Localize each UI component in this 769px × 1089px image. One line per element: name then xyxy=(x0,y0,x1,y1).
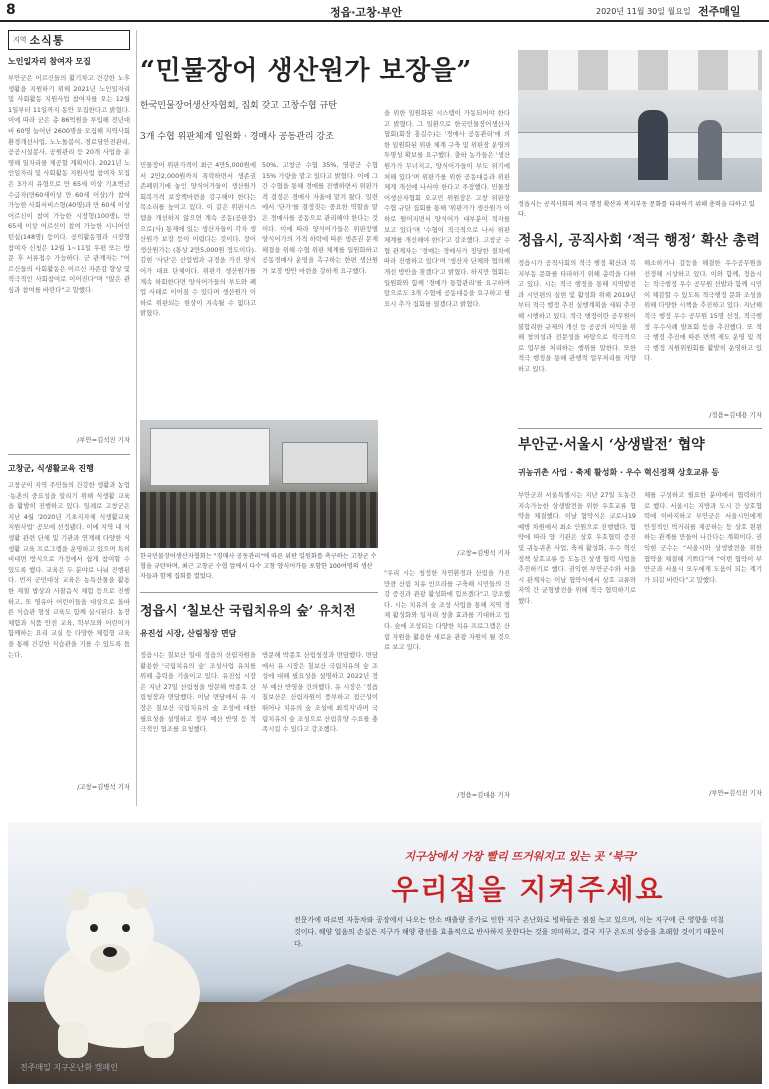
photo-banner xyxy=(282,442,368,484)
ad-copy: 전문가에 따르면 자동차와 공장에서 나오는 탄소 배출량 증가로 인한 지구 온난화로 빙하들은 점점 녹고 있으며, 이는 지구에 큰 영향을 미칠 것이다. 해양 얼음의 손실은 지구가 해양 광선을 효율적으로 반사하지 못한다는 것을 의미하고, 결국 지구 온도의 상승을 초래할 것이기 때문이다. xyxy=(294,916,724,948)
right-top-col2-wrap xyxy=(644,258,762,426)
right-top-col1: 정읍시가 공직사회의 적극 행정 확산과 복지부동 문화를 타파하기 위해 총력을 다하고 있다. 시는 적극 행정을 통해 지역발전과 시민편의 실현 및 활성화 위해 2019년부터 적극 행정 추진 실행계획을 세워 추진해 시행하고 있다. 적극 행정이란 공무원이 불합리한 규제의 개선 등 공공의 이익을 위해 창의성과 전문성을 바탕으로 적극적으로 업무를 처리하는 행위를 말한다. 또한 적극 행정을 통해 관행적 업무처리를 지양하고 있다. xyxy=(518,259,636,373)
photo-person xyxy=(638,110,668,180)
sidebar-item2-title: 고창군, 식생활교육 진행 xyxy=(8,464,94,473)
right-bottom-headline: 부안군·서울시 ‘상생발전’ 협약 xyxy=(518,437,705,453)
right-bottom-col2: 체를 구성하고 필요한 분야에서 협력하기로 했다. 서울시는 지방과 도시 간 상호협력에 이바지하고 부안군은 서울시민에게 안정적인 먹거리를 제공하는 등 상호 윈윈하는 관계를 만들어 나간다는 계획이다. 권익현 군수는 “서울시와 상생발전을 위한 협약을 체결해 기쁘다”며 “이번 협약이 부안군과 서울시 모두에게 도움이 되는 계기가 되길 바란다”고 말했다. xyxy=(644,491,762,584)
sidebar-header xyxy=(8,30,130,50)
photo-person xyxy=(698,120,722,180)
paper-name: 전주매일 xyxy=(698,5,741,18)
ad-kicker: 지구상에서 가장 빨리 뜨거워지고 있는 곳 ‘북극’ xyxy=(404,850,638,863)
photo-banner xyxy=(150,428,270,486)
main-article-col3: 을 위한 일원화된 시스템이 가동되어야 한다고 밝혔다. 그 일환으로 한국민물장어생산자협회(회장 홍길수)는 '경매사 공동관리'에 의한 일원화된 위판 체계 구축 및 위판장 운영의 투명성 확보를 요구했다. 출하 농가들은 '생산원가가 무너지고, 양식어가들이 부도 위기에 처해 있다'며 위판가를 위한 공동대응과 위판체계 개선에 나서야 한다고 주장했다. 민물장어생산자협회 오교민 위원장은 고창 위판장 수협 규탄 집회를 통해 '위판가가 생산원가 이하로 떨어지면서 양식어가 대부분이 적자를 보고 있다'며 '수협이 적극적으로 나서 위판 체계를 개선해야 한다'고 강조했다. 고창군 수협 관계자는 '경매는 경매사가 정당한 절차에 따라 진행하고 있다'며 '생산자 단체와 협의해 개선 방안을 찾겠다'고 밝혔다. 하지만 협회는 일원화와 함께 '경매가 통합관리'를 요구하며 앞으로도 3개 수협에 공동대응을 요구하고 필요시 추가 집회를 열겠다고 밝혔다. xyxy=(384,109,510,308)
ad-credit: 전주매일 지구온난화 캠페인 xyxy=(20,1063,118,1072)
right-top-headline: 정읍시, 공직사회 ‘적극 행정’ 확산 총력 xyxy=(518,233,760,249)
right-bottom-col1: 부안군과 서울특별시는 지난 27일 도농간 지속가능한 상생발전을 위한 우호교류 협약을 체결했다. 이날 협약식은 코로나19 예방 차원에서 최소 인원으로 진행했다. 협약에 따라 양 기관은 상호 우호협력 증진 및 귀농귀촌 사업, 축제 활성화, 우수 혁신정책 상호교류 등 도농간 상생 협력 사업을 추진하기로 했다. 권익현 부안군수와 서울시 관계자는 이날 협약식에서 상호 교류와 지역 간 균형발전을 위해 적극 협력하기로 했다. xyxy=(518,491,636,605)
protest-photo-caption: 한국민물장어생산자협회는 "경매사 공동관리"에 따른 위판 일원화를 촉구하는 고창군 수협을 규탄하며, 최근 고창군 수협 앞에서 다수 고창 양식어가들 포함한 100여명의 생산자들과 함께 집회를 열었다. xyxy=(140,553,377,580)
section-title: 정읍·고창·부안 xyxy=(330,6,403,19)
photo-wall xyxy=(518,50,762,90)
main-subheadline-2: 3개 수협 위판체계 일원화 · 경매사 공동관리 강조 xyxy=(140,132,334,142)
mid-bottom-col2: 방문해 박종호 산림청장과 면담했다. 면담에서 유 시장은 칠보산 국립치유의 숲 조성에 대해 필요성을 설명하고 2022년 정부 예산 반영을 건의했다. 유 시장은 '정읍 칠보산은 산림자원이 풍부하고 접근성이 뛰어나 치유의 숲 조성에 최적지'라며 국립치유의 숲 조성으로 산림휴양 수요를 충족시킬 수 있다고 강조했다. xyxy=(262,651,378,734)
ad-headline: 우리집을 지켜주세요 xyxy=(391,873,665,906)
sidebar-item1-body: 부안군은 어르신들의 활기차고 건강한 노후생활을 지원하기 위해 2021년 노인일자리 및 사회활동 지원사업 참여자를 오는 12월 1일부터 11일까지 동안 모집한다고 밝혔다. 이에 따라 군은 총 86억원을 투입해 전년대비 60명 늘어난 2600명을 모집해 지역사회환경개선사업, 노노돌봄이, 경로당안전관리, 공공시설봉사, 공원관리 등 20개 사업을 운영해 일자리를 제공할 계획이다. 2021년 노인일자리 및 사회활동 지원사업 참여자 모집은 3가지 유형으로 만 65세 이상 기초연금수급자(만60세이상 만 60세 이상)가 참여 가능한 사회서비스형(40명)과 만 60세 이상 어르신이 참여 가능한 시장형(100명), 만 65세 이상 어르신이 참여 가능한 시니어인턴십(148명) 등이다. 공익활동형과 시장형 참여자 신청은 12월 1~11일 우편 또는 방문 후 서류접수 가능하다. 군 관계자는 "어르신들의 사회활동은 어르신 자존감 향상 및 적극적인 사회참여로 이어진다"며 "많은 관심과 참여를 바란다"고 말했다. xyxy=(8,74,130,294)
page-number: 8 xyxy=(6,2,16,18)
right-bottom-col2-wrap xyxy=(644,490,762,808)
sidebar-item1-byline: /부안=김석진 기자 xyxy=(77,436,130,444)
right-bottom-subheadline: 귀농귀촌 사업 · 축제 활성화 · 우수 혁신정책 상호교류 등 xyxy=(518,468,720,477)
right-bottom-byline: /부안=김석진 기자 xyxy=(709,789,762,797)
main-headline: “민물장어 생산원가 보장을” xyxy=(140,56,472,86)
divider xyxy=(518,428,762,429)
mid-bottom-col1: 정읍시는 칠보산 일대 정읍의 산림자원을 활용한 '국립치유의 숲' 조성사업 유치를 위해 총력을 기울이고 있다. 유진섭 시장은 지난 27일 산림청을 방문해 박종호 산림청장과 면담했다. 이날 면담에서 유 시장은 칠보산 국립치유의 숲 조성에 대한 필요성을 설명하고 정부 예산 반영 등 적극적인 협조를 요청했다. xyxy=(140,651,256,734)
sidebar-item2-byline: /고창=김병석 기자 xyxy=(77,783,130,791)
mid-bottom-headline: 정읍시 ‘칠보산 국립치유의 숲’ 유치전 xyxy=(140,604,356,619)
main-article-col3-wrap xyxy=(384,108,510,566)
divider xyxy=(140,592,378,593)
right-top-byline: /정읍=김대용 기자 xyxy=(709,411,762,419)
office-photo-caption: 정읍시는 공직사회의 적극 행정 확산과 복지부동 문화를 타파하기 위해 총력을 다하고 있다. xyxy=(518,201,755,218)
divider xyxy=(8,454,130,455)
sidebar-label-big: 소식통 xyxy=(29,34,65,47)
climate-ad xyxy=(8,822,762,1084)
page-header xyxy=(0,0,769,22)
mountain-illustration xyxy=(258,942,762,1002)
main-article-byline: /고창=김병석 기자 xyxy=(457,549,510,557)
sidebar-item1-title: 노인일자리 참여자 모집 xyxy=(8,57,91,66)
issue-date: 2020년 11월 30일 월요일 xyxy=(596,7,691,16)
sidebar-item2-body: 고창군이 지역 주민들의 건강한 생활과 농업·농촌의 중요성을 알리기 위해 식생활 교육을 활발히 진행하고 있다. 일례로 고창군은 지난 4월 '2020년 기초지자체 식생활교육 지원사업' 공모에 선정됐다. 이에 지역 내 식생활 관련 단체 및 기관과 연계해 다양한 식생활 교육 프로그램을 운영하고 있으며 특히 비대면 방식으로 가정에서 쉽게 참여할 수 있도록 했다. 교육은 두 분야로 나눠 진행된다. 먼저 군민대상 교육은 농특산물을 활용한 제철 밥상과 사찰음식 체험 등으로 진행하고, 또 영유아 어린이들을 대상으로 올바른 식습관 형성 교육도 함께 실시된다. 농장 체험과 식품 안전 교육, 학부모와 어린이가 함께하는 요리 교실 등 다양한 체험형 교육을 통해 건강한 식습관을 기를 수 있도록 돕는다. xyxy=(8,481,130,659)
mid-bottom-col3: "우리 시는 청정한 자연환경과 산림을 가진 만큼 산림 치유 인프라를 구축해 시민들의 건강 증진과 관광 활성화에 힘쓰겠다"고 강조했다. 시는 치유의 숲 조성 사업을 통해 지역 경제 활성화와 일자리 창출 효과를 기대하고 있다. 숲에 조성되는 다양한 치유 프로그램은 산림 자원을 활용한 새로운 관광 자원이 될 것으로 보고 있다. xyxy=(384,569,510,652)
mid-bottom-col3-wrap xyxy=(384,568,510,808)
protest-photo xyxy=(140,420,378,548)
right-top-col2: 해소하거나 갈등을 해결한 우수공무원을 선정해 시상하고 있다. 이와 함께, 정읍시는 적극행정 우수 공무원 선발과 함께 시민이 체감할 수 있도록 적극행정 문화 조성을 위해 다양한 시책을 추진하고 있다. 지난해 적극 행정 우수 공무원 15명 선정, 적극행정 우수사례 발표회 등을 추진했다. 또 적극 행정 추진에 따른 면책 제도 운영 및 적극 행정 지원위원회를 활발히 운영하고 있다. xyxy=(644,259,762,363)
main-article-col1: 민물장어 위판가격이 최근 4만5,000원에서 2만2,000원까지 폭락하면서 생존권 존폐위기에 놓인 양식어가들이 생산원가 회복가격 보장책마련을 강구해야 한다는 목소리를 높이고 있다. 이 같은 위판시스템을 개선하지 않으면 계속 공동(공판장)으로(사) 통제에 있는 생산자들이 각자 생산원가 보장 등이 어렵다는 것이다. 장어 생산원가는 (통상 2만5,000원 정도이다). 김현 '사단'은 산업법과 규정을 가진 양식어가 대표 단체이다. 위판가 생산원가를 계속 하회한다면 양식어가들의 부도와 폐업 사태로 이어질 수 있다며 생산원가 이하로 위판되는 현상이 지속될 수 없다고 밝혔다. xyxy=(140,161,256,318)
office-photo xyxy=(518,50,762,192)
photo-crowd xyxy=(140,492,378,548)
mid-bottom-byline: /정읍=김대용 기자 xyxy=(457,791,510,799)
sidebar-label-small: 지역 xyxy=(13,36,27,44)
column-divider xyxy=(136,30,137,806)
main-subheadline-1: 한국민물장어생산자협회, 집회 갖고 고창수협 규탄 xyxy=(140,101,337,111)
polar-bear-icon xyxy=(22,862,222,1062)
sidebar-column xyxy=(8,54,130,806)
main-article-col2: 50%, 고창군 수협 35%, 영광군 수협 15% 가량을 맡고 있다고 밝혔다. 이에 그간 수협을 통해 경매를 진행하면서 위판가격 결정은 경매사 자율에 맡겨 왔다. 일련에서 '단가'를 결정짓는 중요한 역할을 맡은 경매사를 공동으로 관리해야 한다는 것이다. 이에 따라 양식어가들은 위판장별 양식어가의 가격 하락에 따른 생존권 문제 해결을 위해 수협 위판 체계를 일원화하고 공동경매사 운영을 촉구하는 한편 생산원가 보장 방안 마련을 강하게 요구했다. xyxy=(262,161,378,275)
mid-bottom-subheadline: 유진섭 시장, 산림청장 면담 xyxy=(140,629,237,638)
